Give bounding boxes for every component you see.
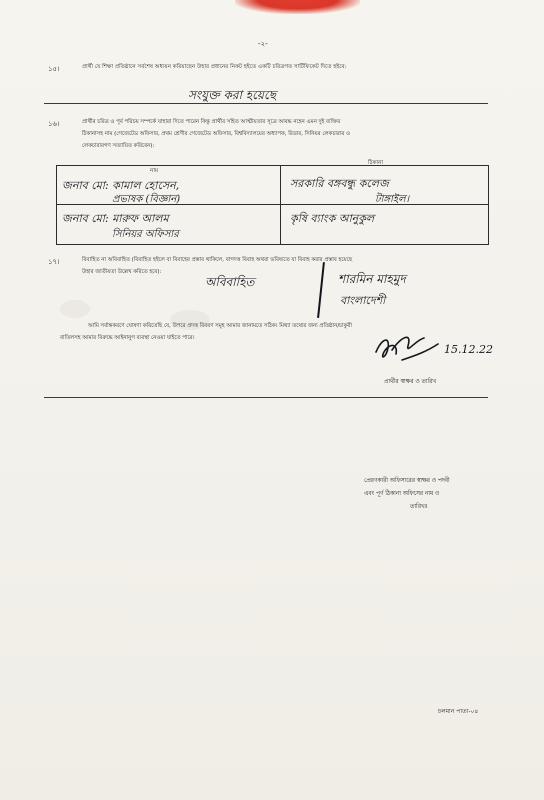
referee-2-name: জনাব মো: মারুফ আলম bbox=[62, 212, 169, 225]
section-divider bbox=[44, 103, 488, 104]
item-16-line3: লেকচারারগণ সত্যায়িত করিবেন): bbox=[82, 143, 155, 149]
item-17-line2: উহার জাতীয়তা উল্লেখ করিতে হবে): bbox=[82, 269, 162, 275]
referee-1-address: সরকারি বঙ্গবন্ধু কলেজ bbox=[290, 177, 389, 190]
spouse-name-answer: শারমিন মাহমুদ bbox=[338, 272, 406, 286]
signature-caption: প্রার্থীর স্বাক্ষর ও তারিখ bbox=[384, 379, 437, 385]
table-header-name: নাম bbox=[150, 168, 159, 174]
applicant-signature bbox=[372, 330, 444, 370]
item-17-line1: বিবাহিত না অবিবাহিত (বিবাহিত হইলে বা বিবাহের প্রস্তাব থাকিলে, বাগদত্ত বিবাহ অথবা ভবিষ্যতে যা বিবাহ করার প্রস্তাব হয়েছে bbox=[82, 257, 353, 263]
declaration-line2: বাতিলসহ আমার বিরুদ্ধে আইনানুগ ব্যবস্থা নেওয়া যাইতে পারে। bbox=[60, 335, 195, 341]
referee-2-address: কৃষি ব্যাংক আনুকুল bbox=[290, 212, 375, 225]
item-16-line2: ঠিকানাসহ নাম (গেজেটেড অফিসার, প্রথম শ্রেণীর গেজেটেড অফিসার, বিশ্ববিদ্যালয়ের অধ্যাপক, রিডার, সিনিয়র লেকচারার ও bbox=[82, 131, 350, 137]
referee-1-address-line2: টাঙ্গাইল। bbox=[375, 194, 410, 205]
declaration-line1: আমি সর্বান্তকরণে ঘোষণা করিতেছি যে, উপরে প্রদত্ত বিবরণ সমূহ আমার জানামতে সঠিক। মিথ্যা তথ্যের জন্য প্রতিষ্ঠান/চাকুরী bbox=[88, 323, 352, 329]
item-17-number: ১৭। bbox=[48, 258, 60, 266]
marital-status-answer: অবিবাহিত bbox=[205, 275, 255, 289]
continued-page-label: চলমান পাতা-০৪ bbox=[438, 708, 479, 715]
item-16-number: ১৬। bbox=[48, 120, 60, 128]
referee-2-designation: সিনিয়র অফিসার bbox=[112, 229, 179, 240]
section-divider-bottom bbox=[44, 397, 488, 398]
forwarding-line3: তারিখঃ bbox=[410, 504, 428, 510]
item-15-text: প্রার্থী যে শিক্ষা প্রতিষ্ঠানে সর্বশেষ অধ্যয়ন করিয়াছেন উহার প্রধানের নিকট হইতে একটি চরিত্রগত সার্টিফিকেট দিতে হইবে: bbox=[82, 64, 347, 70]
item-15-number: ১৫। bbox=[48, 65, 60, 73]
referee-1-name: জনাব মো: কামাল হোসেন, bbox=[62, 179, 180, 192]
forwarding-line2: এবং পূর্ণ ঠিকানা অফিসের নাম ও bbox=[364, 491, 440, 497]
table-header-address: ঠিকানা bbox=[368, 160, 384, 166]
handwritten-stroke bbox=[317, 262, 324, 318]
signature-date: 15.12.22 bbox=[444, 343, 493, 356]
red-corner-fragment bbox=[235, 0, 360, 14]
referee-1-designation: প্রভাষক (বিজ্ঞান) bbox=[112, 194, 181, 205]
page-marker: -২- bbox=[258, 40, 268, 48]
item-15-answer: সংযুক্ত করা হয়েছে bbox=[188, 88, 277, 102]
forwarding-line1: প্রেরণকারী অফিসারের স্বাক্ষর ও পদবী bbox=[364, 478, 450, 484]
paper-smudge bbox=[60, 300, 90, 318]
item-16-line1: প্রার্থীর চরিত্র ও পূর্ব পরিচয় সম্পর্কে যাহারা দিতে পারেন কিন্তু প্রার্থীর সহিত আত্মীয়তার সূত্রে আবদ্ধ নহেন এমন দুই ব্যক্তির bbox=[82, 119, 341, 125]
spouse-nationality-answer: বাংলাদেশী bbox=[340, 294, 386, 307]
